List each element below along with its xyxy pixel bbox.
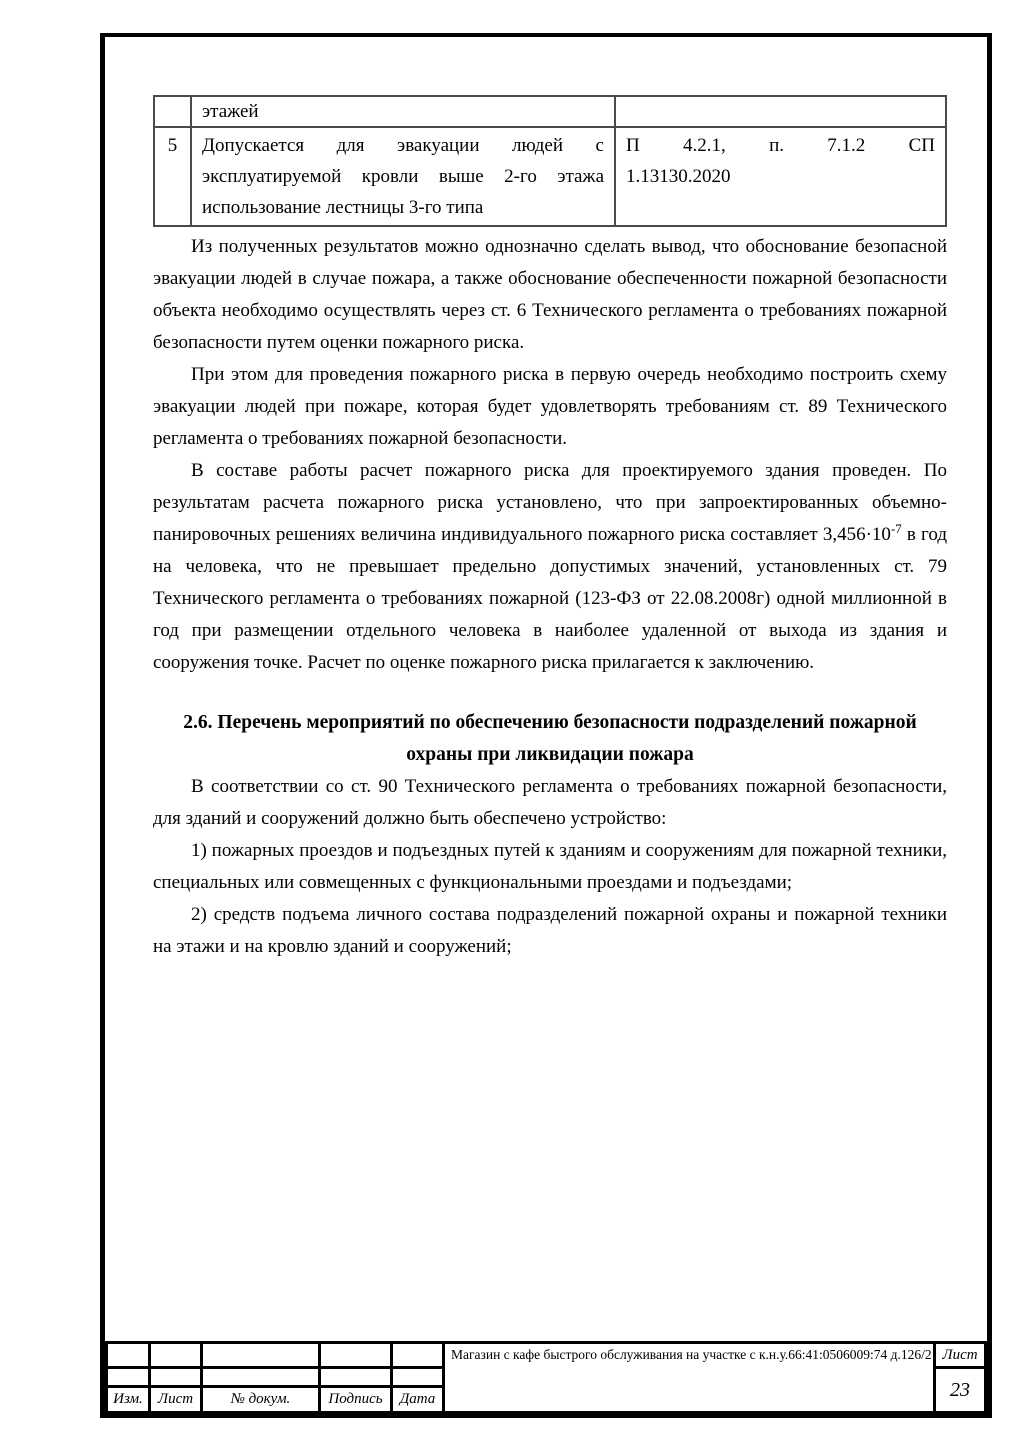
row-number-cell [154, 96, 191, 127]
table-row-5 [154, 127, 946, 226]
section-heading: 2.6. Перечень мероприятий по обеспечению безопасности подразделений пожарной охраны при ликвидации пожара [183, 712, 917, 765]
superscript-exponent: -7 [890, 521, 902, 536]
reference-cell [615, 127, 946, 226]
table-row-continuation [154, 96, 946, 127]
document-title: Магазин с кафе быстрого обслуживания на участке с к.н.у.66:41:0506009:74 д.126/2 [451, 1347, 932, 1362]
title-block-empty-cell [202, 1343, 320, 1368]
title-block [105, 1341, 987, 1414]
title-block-label-list: Лист [150, 1387, 202, 1413]
page-frame [100, 33, 992, 1418]
title-block-empty-cell [320, 1368, 392, 1387]
title-block-label-data: Дата [392, 1387, 444, 1413]
sheet-number: 23 [935, 1368, 986, 1413]
row-number-cell: 5 [154, 127, 191, 226]
requirements-table [153, 95, 947, 227]
title-block-label-podpis: Подпись [320, 1387, 392, 1413]
body-text [153, 231, 947, 963]
reference-line: П 4.2.1, п. 7.1.2 СП [626, 135, 935, 156]
title-block-empty-cell [320, 1343, 392, 1368]
risk-calculation-text-after: в год на человека, что не превышает предельно допустимых значений, установленных ст. 79 Технического регламента о требованиях пожарной (123-ФЗ от 22.08.2008г) одной миллионной в год при размещении отдельного человека в наиболее удаленной от выхода из здания и сооружения точке. Расчет по оценке пожарного риска прилагается к заключению. [153, 524, 947, 673]
title-block-empty-cell [150, 1368, 202, 1387]
list-item-1: 1) пожарных проездов и подъездных путей к зданиям и сооружениям для пожарной техники, специальных или совмещенных с функциональными проездами и подъездами; [153, 840, 947, 893]
title-block-row-1 [107, 1343, 986, 1368]
paragraph-risk-calculation [153, 455, 947, 679]
sheet-label: Лист [935, 1343, 986, 1368]
page-content [105, 37, 987, 963]
title-block-label-docnum: № докум. [202, 1387, 320, 1413]
title-block-empty-cell [107, 1368, 150, 1387]
document-title-cell [444, 1343, 935, 1413]
title-block-empty-cell [202, 1368, 320, 1387]
title-block-empty-cell [107, 1343, 150, 1368]
paragraph-article-90: В соответствии со ст. 90 Технического регламента о требованиях пожарной безопасности, для зданий и сооружений должно быть обеспечено устройство: [153, 776, 947, 829]
reference-line: 1.13130.2020 [626, 166, 731, 187]
title-block-empty-cell [150, 1343, 202, 1368]
paragraph-risk-scheme: При этом для проведения пожарного риска в первую очередь необходимо построить схему эвакуации людей при пожаре, которая будет удовлетворять требованиям ст. 89 Технического регламента о требованиях пожарной безопасности. [153, 364, 947, 449]
title-block-empty-cell [392, 1368, 444, 1387]
paragraph-conclusion: Из полученных результатов можно однозначно сделать вывод, что обоснование безопасной эвакуации людей в случае пожара, а также обоснование обеспеченности пожарной безопасности объекта необходимо осуществлять через ст. 6 Технического регламента о требованиях пожарной безопасности путем оценки пожарного риска. [153, 236, 947, 353]
title-block-label-izm: Изм. [107, 1387, 150, 1413]
title-block-empty-cell [392, 1343, 444, 1368]
requirement-cell: Допускается для эвакуации людей с эксплуатируемой кровли выше 2-го этажа использование лестницы 3-го типа [191, 127, 615, 226]
requirement-cell: этажей [191, 96, 615, 127]
reference-cell [615, 96, 946, 127]
list-item-2: 2) средств подъема личного состава подразделений пожарной охраны и пожарной техники на этажи и на кровлю зданий и сооружений; [153, 904, 947, 957]
risk-calculation-text-before: В составе работы расчет пожарного риска для проектируемого здания проведен. По результатам расчета пожарного риска установлено, что при запроектированных объемно-панировочных решениях величина индивидуального пожарного риска составляет 3,456·10 [153, 460, 947, 545]
